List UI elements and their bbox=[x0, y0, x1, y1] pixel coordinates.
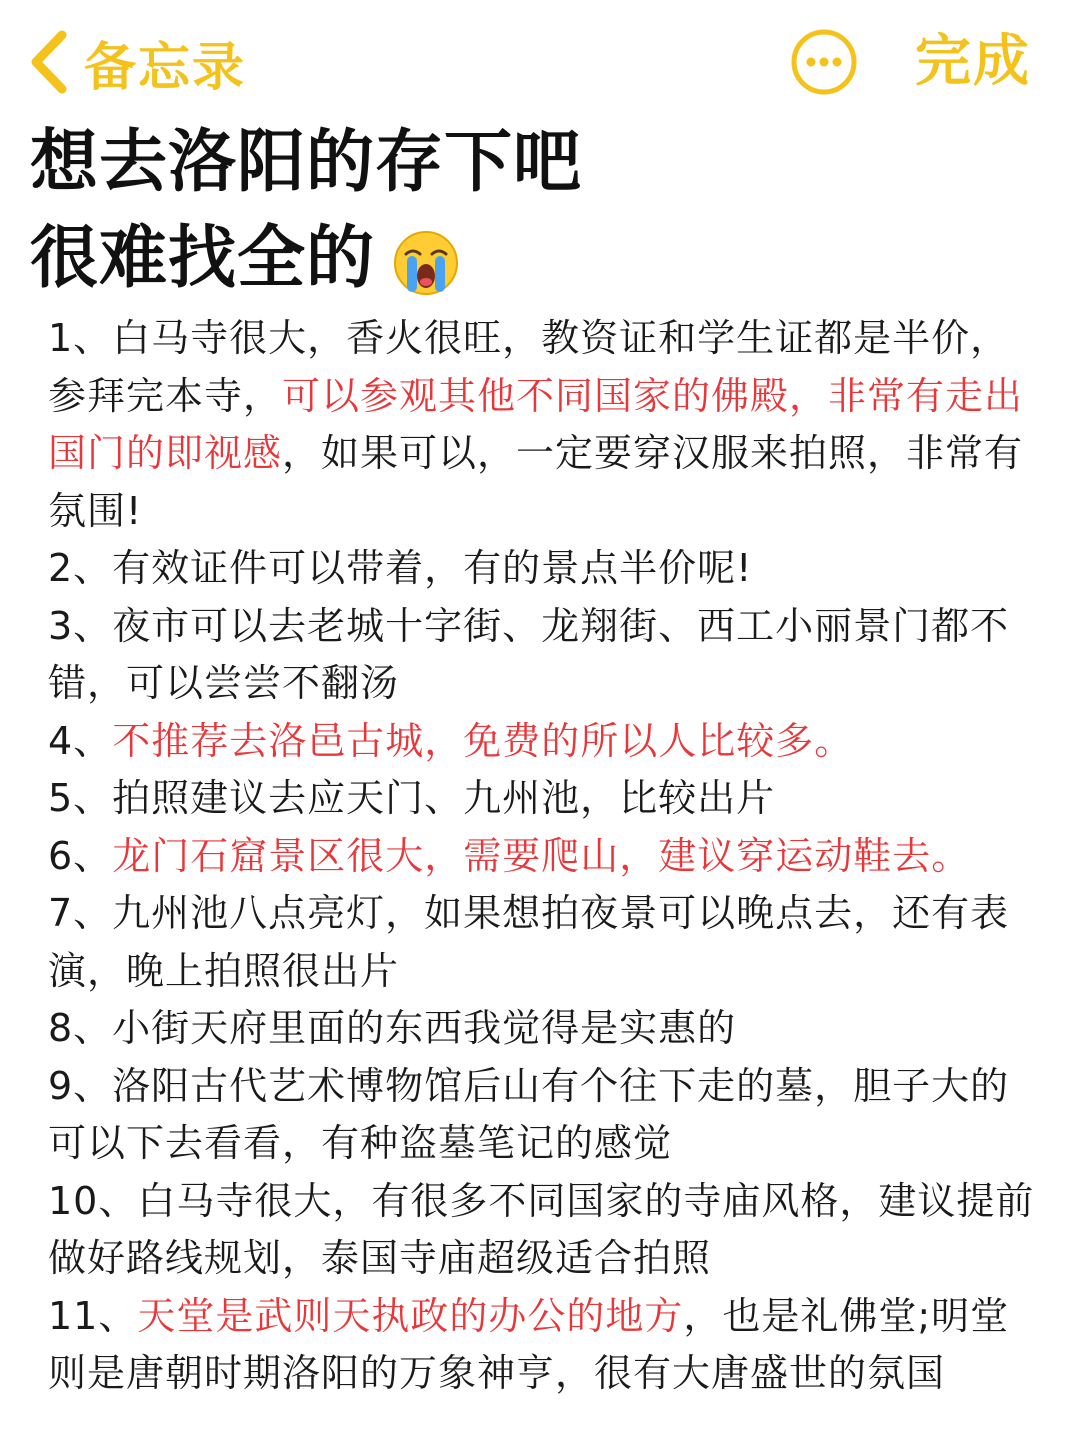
note-body[interactable] bbox=[48, 310, 1038, 1403]
back-label: 备忘录 bbox=[84, 37, 247, 98]
more-ellipsis-icon bbox=[790, 28, 858, 96]
item-text: 10、白马寺很大，有很多不同国家的寺庙风格，建议提前做好路线规划，泰国寺庙超级适合拍照 bbox=[48, 1178, 1035, 1280]
note-title bbox=[30, 115, 1050, 307]
list-item bbox=[48, 598, 1038, 713]
item-text: 4、 bbox=[48, 718, 113, 763]
crying-face-emoji bbox=[393, 226, 459, 292]
item-highlight: 不推荐去洛邑古城，免费的所以人比较多。 bbox=[112, 718, 854, 763]
item-highlight: 天堂是武则天执政的办公的地方 bbox=[137, 1293, 684, 1338]
item-text: 8、小街天府里面的东西我觉得是实惠的 bbox=[48, 1006, 737, 1050]
item-text: 6、 bbox=[48, 833, 113, 878]
chevron-left-icon bbox=[28, 29, 70, 95]
done-button[interactable]: 完成 bbox=[915, 29, 1031, 94]
list-item bbox=[48, 828, 1038, 886]
item-highlight: 可以参观其他不同国家的佛殿，非常有走出国门的即视感 bbox=[48, 373, 1024, 475]
list-item bbox=[48, 770, 1038, 828]
item-text: 5、拍照建议去应天门、九州池，比较出片 bbox=[48, 776, 776, 820]
item-highlight: 龙门石窟景区很大，需要爬山，建议穿运动鞋去。 bbox=[112, 833, 971, 878]
item-text: 7、九州池八点亮灯，如果想拍夜景可以晚点去，还有表演，晚上拍照很出片 bbox=[48, 891, 1010, 993]
list-item bbox=[48, 310, 1038, 540]
list-item bbox=[48, 1058, 1038, 1173]
list-item bbox=[48, 713, 1038, 771]
item-text: 9、洛阳古代艺术博物馆后山有个往下走的墓，胆子大的可以下去看看，有种盗墓笔记的感觉 bbox=[48, 1063, 1010, 1165]
title-text-1: 想去洛阳的存下吧 bbox=[30, 123, 583, 202]
title-line-2 bbox=[30, 211, 1050, 307]
nav-bar bbox=[0, 0, 1080, 120]
item-text: ，也是礼佛堂;明堂则是唐朝时期洛阳的万象神亨，很有大唐盛世的氛国 bbox=[48, 1293, 1010, 1395]
title-line-1 bbox=[30, 115, 1050, 211]
item-text: 1、白马寺很大，香火很旺，教资证和学生证都是半价，参拜完本寺， bbox=[48, 316, 1010, 418]
item-text: 11、 bbox=[48, 1293, 138, 1338]
back-button[interactable] bbox=[28, 22, 246, 102]
title-text-2: 很难找全的 bbox=[30, 219, 376, 298]
item-text: 2、有效证件可以带着，有的景点半价呢! bbox=[48, 546, 753, 590]
list-item bbox=[48, 885, 1038, 1000]
list-item bbox=[48, 1288, 1038, 1403]
list-item bbox=[48, 1000, 1038, 1058]
item-text: ，如果可以，一定要穿汉服来拍照，非常有氛围! bbox=[48, 431, 1024, 533]
list-item bbox=[48, 540, 1038, 598]
list-item bbox=[48, 1173, 1038, 1288]
item-text: 3、夜市可以去老城十字街、龙翔街、西工小丽景门都不错，可以尝尝不翻汤 bbox=[48, 603, 1010, 705]
more-options-button[interactable] bbox=[790, 28, 858, 96]
